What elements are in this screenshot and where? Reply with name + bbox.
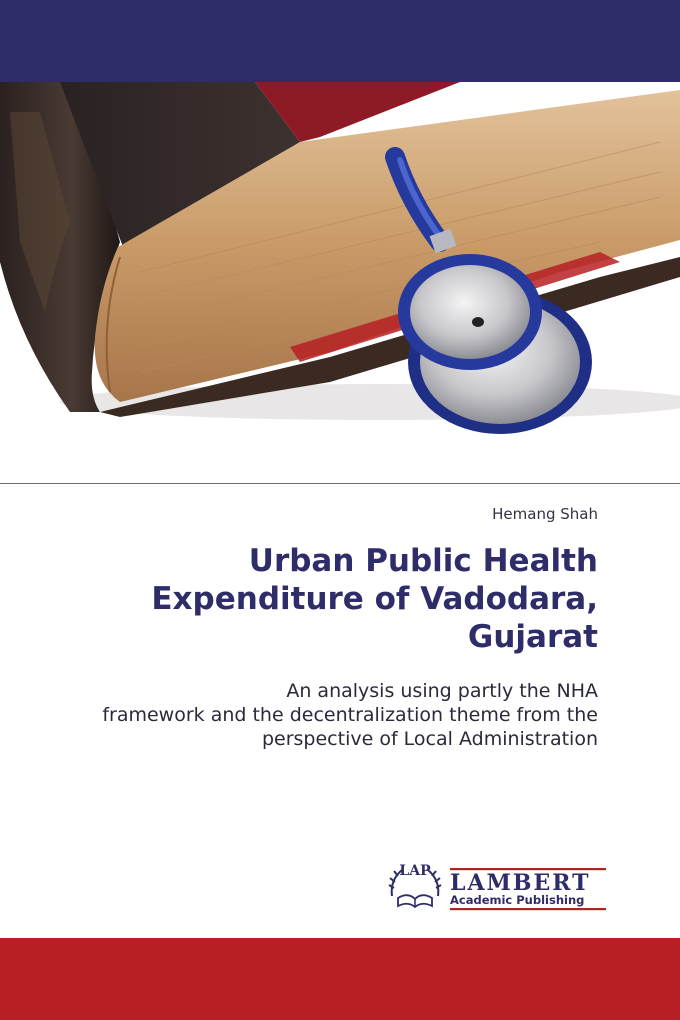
subtitle-line: framework and the decentralization theme from the (102, 704, 598, 726)
title-line: Urban Public Health (248, 543, 598, 579)
publisher-logo (386, 858, 608, 916)
top-color-band (0, 0, 680, 82)
author-name: Hemang Shah (492, 505, 598, 523)
lambert-logo-svg (386, 858, 608, 916)
subtitle-line: An analysis using partly the NHA (286, 680, 598, 702)
title-line: Gujarat (467, 619, 598, 655)
publisher-name: LAMBERT (450, 870, 591, 896)
book-stethoscope-image (0, 82, 680, 482)
publisher-tagline: Academic Publishing (450, 893, 585, 907)
lap-emblem-text: LAP (399, 863, 431, 879)
title-line: Expenditure of Vadodara, (151, 581, 598, 617)
subtitle-line: perspective of Local Administration (261, 728, 598, 750)
cover-illustration (0, 82, 680, 482)
book-subtitle (0, 679, 598, 751)
open-book-laurel-icon (389, 863, 441, 907)
bottom-color-band (0, 938, 680, 1020)
book-title (38, 542, 598, 656)
divider-line (0, 483, 680, 484)
